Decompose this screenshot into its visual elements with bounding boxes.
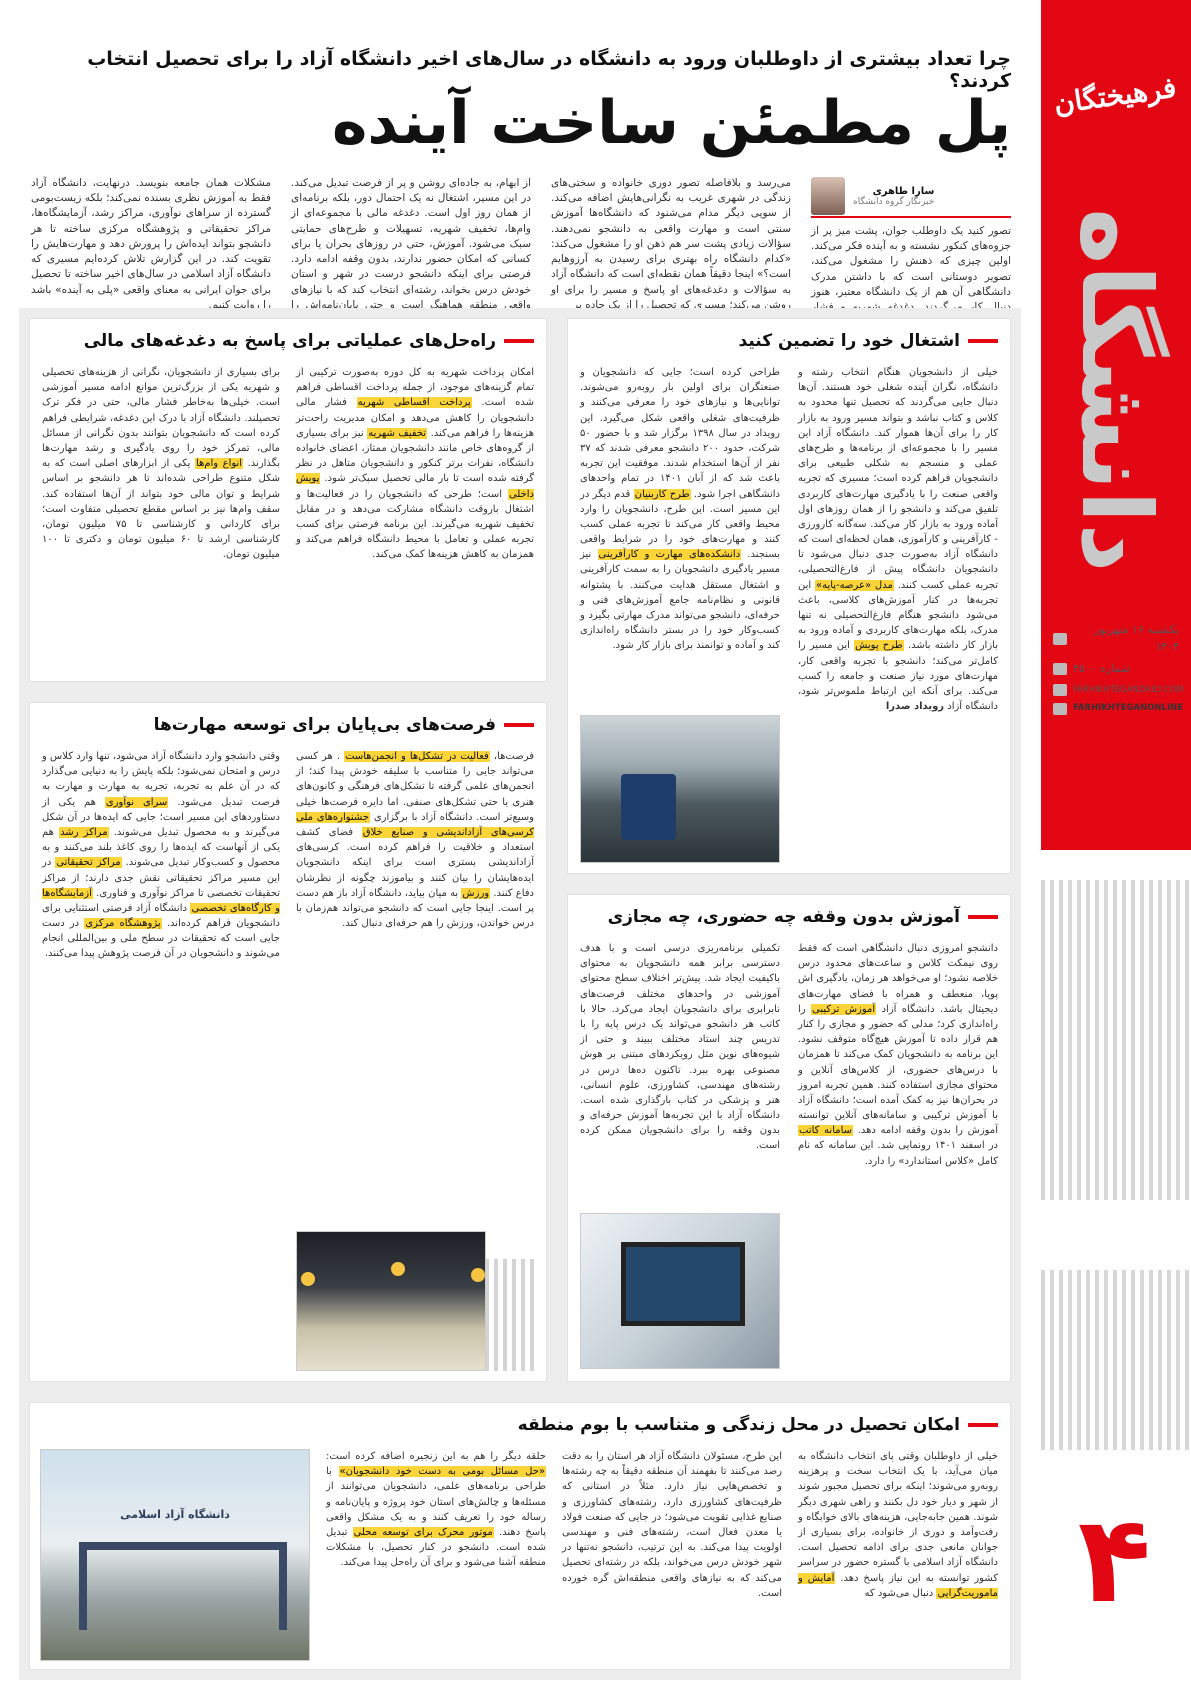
- lab-photo: [296, 1231, 486, 1371]
- decorative-hatch: [1041, 1270, 1191, 1450]
- author-name: سارا طاهری: [872, 185, 935, 197]
- title-bar: [968, 1423, 998, 1427]
- highlight: مراکز تحقیقاتی: [56, 857, 121, 869]
- section-title: فرصت‌های بی‌پایان برای توسعه مهارت‌ها: [153, 715, 496, 735]
- section-skills: [29, 702, 547, 1382]
- highlight: آموزش ترکیبی: [812, 1003, 876, 1015]
- social-handle[interactable]: FARHIKHTEGANONLINE: [1073, 703, 1184, 714]
- globe-icon: [1053, 684, 1067, 696]
- section-online: [567, 894, 1011, 1382]
- body-column: طراحی کرده است؛ جایی که دانشجویان و صنعتگران برای اولین بار روبه‌رو می‌شوند. توانایی‌ها و نیازهای خود را معرفی می‌کنند و ظرفیت‌های شغلی واقعی شکل می‌گیرد. این رویداد در سال ۱۳۹۸ برگزار شد و با حضور ۵۰ شرکت، حدود ۲۰۰ دانشجو معرفی شدند که ۳۷ نفر از آن‌ها استخدام شدند. موفقیت این تجربه باعث شد که از آبان ۱۴۰۱ در تمام واحدهای دانشگاهی اجرا شود. طرح کاربنیان قدم دیگر در این مسیر است. این طرح، دانشجویان را وارد محیط واقعی کار می‌کند تا تجربه عملی کسب کنند و مهارت‌های خود را در شرایط واقعی بسنجند. دانشکده‌های مهارت و کارآفرینی نیز مسیر یادگیری دانشجویان را به سمت کارآفرینی و اشتغال مستقل هدایت می‌کنند. با پشتوانه قانونی و نظام‌نامه جامع آموزش‌های فنی و حرفه‌ای، دانشجو می‌تواند مدرک مهارتی بگیرد و کسب‌وکار خود را در بستر دانشگاه راه‌اندازی کند و آماده و توانمند برای بازار کار شود.: [580, 367, 780, 652]
- brand-block: [1041, 0, 1191, 850]
- body-column: امکان پرداخت شهریه به کل دوره به‌صورت ترکیبی از تمام گزینه‌های موجود، از جمله پرداخت اقساطی فراهم شده است. پرداخت اقساطی شهریه فشار مالی دانشجویان را کاهش می‌دهد و امکان مدیریت راحت‌تر هزینه‌ها را فراهم می‌کند. تخفیف شهریه نیز برای بسیاری از گروه‌های خاص مانند دانشجویان ممتاز، اعضای خانواده دانشگاه، نفرات برتر کنکور و دانشجویان متاهل در نظر گرفته شده است تا بار مالی تحصیل سبک‌تر شود. پویش داخلی است؛ طرحی که دانشجویان را در فعالیت‌ها و اشتغال باروقت دانشگاه مشارکت می‌دهد و در مقابل تخفیف شهریه می‌گیرند. این برنامه فرصتی برای کسب تجربه عملی و تعامل با محیط دانشگاه فراهم می‌کند و همزمان به کاهش هزینه‌ها کمک می‌کند.: [296, 367, 535, 561]
- section-regional: [29, 1402, 1011, 1670]
- intro-paragraph: تصور کنید یک داوطلب جوان، پشت میز پر از جزوه‌های کنکور نشسته و به آینده فکر می‌کند. اولین چیزی که ذهنش را مشغول می‌کند، تصویر دوستانی است که با داشتن مدرک دانشگاهی آن هم از یک دانشگاه معتبر، هنوز دنبال کار می‌گردند. دغدغه شهریه و فشار: [811, 225, 1011, 314]
- highlight: تخفیف شهریه: [368, 427, 427, 439]
- issue-date: یکشنبه ۱۶ شهریور ۱۴۰۴: [1094, 623, 1179, 653]
- highlight: آزمایشگاه‌ها و کارگاه‌های تخصصی: [42, 887, 280, 914]
- issue-details: [1053, 622, 1184, 715]
- highlight: آمایش و ماموریت‌گرایی: [798, 1572, 998, 1599]
- intro: [31, 176, 1011, 314]
- brand-logo: فرهیختگان: [1051, 70, 1179, 120]
- highlight: مدل «عرصه-پایه»: [815, 579, 893, 591]
- highlight: طرح کاربنیان: [634, 488, 690, 500]
- intro-paragraph: از ابهام، به جاده‌ای روشن و پر از فرصت تبدیل می‌کند. در این مسیر، اشتغال نه یک احتمال دور، بلکه برنامه‌ای از همان روز اول است. دغدغه مالی با مجموعه‌ای از وام‌ها، تخفیف شهریه، تسهیلات و طرح‌های حمایتی سبک می‌شود. آموزش، حتی در روزهای بحران یا برای کسانی که امکان حضور ندارند، بدون وقفه ادامه دارد. فرصتی برای اینکه دانشجو درست در شهر و استان خودش درس بخواند، رشته‌ای انتخاب کند که با نیازهای واقعی منطقه هماهنگ است و حتی پایان‌نامه‌اش را: [291, 177, 531, 311]
- body-column: برای بسیاری از دانشجویان، نگرانی از هزینه‌های تحصیلی و شهریه یکی از بزرگ‌ترین موانع ادامه مسیر آموزشی است. خیلی‌ها به‌خاطر فشار مالی، حتی در فکر ترک تحصیلند. دانشگاه آزاد با درک این دغدغه، شرایطی فراهم کرده است که دانشجویان بتوانند بدون نگرانی از مسائل مالی، تمرکز خود را روی یادگیری و رشد مهارت‌ها بگذارند. انواع وام‌ها یکی از ابزارهای اصلی است که به شکل متنوع طراحی شده‌اند تا هر دانشجو بر اساس شرایط و توان مالی خود بتواند از آن‌ها استفاده کند. سقف وام‌ها نیز بر اساس مقطع تحصیلی متفاوت است؛ برای کاردانی و کارشناسی تا ۷۵ میلیون تومان، کارشناسی ارشد تا ۶۰ میلیون تومان و دکتری تا ۱۰۰ میلیون تومان.: [42, 367, 280, 561]
- highlight: موتور محرک برای توسعه محلی: [353, 1526, 493, 1538]
- highlight: پژوهشگاه مرکزی: [85, 918, 161, 930]
- highlight: پویش داخلی: [296, 473, 534, 500]
- body-column: حلقه دیگر را هم به این زنجیره اضافه کرده است: «حل مسائل بومی به دست خود دانشجویان» با طراحی برنامه‌های علمی، دانشجویان می‌توانند از مسئله‌ها و چالش‌های استان خود پروژه و پایان‌نامه و رساله خود را تعریف کنند و به یک مشکل واقعی پاسخ دهند. موتور محرک برای توسعه محلی تبدیل شده است. دانشجو در کنار تحصیل، با مشکلات منطقه آشنا می‌شود و برای آن راه‌حل پیدا می‌کند.: [326, 1451, 547, 1569]
- title-bar: [504, 339, 534, 343]
- intro-paragraph: می‌رسد و بلافاصله تصور دوری خانواده و سختی‌های زندگی در شهری غریب به نگرانی‌هایش اضافه می‌کند. از سویی دیگر مدام می‌شنود که دانشگاه‌ها آموزش سنتی است و مهارت واقعی به دانشجو نمی‌دهند. سؤالات زیادی پشت سر هم ذهن او را مشغول می‌کند: «کدام دانشگاه راه بهتری برای رسیدن به آرزوهایم است؟» اینجا دقیقاً همان نقطه‌ای است که دانشگاه آزاد به سؤالات و دغدغه‌های او پاسخ و مسیر را برای او روشن می‌کند؛ مسیری که تحصیل را از یک جاده پر: [551, 177, 791, 311]
- body-column: خیلی از دانشجویان هنگام انتخاب رشته و دانشگاه، نگران آینده شغلی خود هستند. آن‌ها دنبال جایی می‌گردند که تحصیل تنها محدود به کلاس و کتاب نباشد و بتواند مسیر ورود به بازار کار را برای آن‌ها هموار کند. دانشگاه آزاد این مسیر را با مجموعه‌ای از برنامه‌ها و طرح‌های عملی و منسجم به شکلی طبیعی برای دانشجویان فراهم کرده است؛ مسیری که تجربه واقعی صنعت را با یادگیری مهارت‌های کاربردی تلفیق می‌کند و دانشجو را از همان روزهای اول آماده ورود به بازار کار می‌کند. سه‌گانه کارورزی - کارآفرینی و کارآموزی، همان لحظه‌ای است که دانشگاه آزاد به‌صورت جدی دنبال می‌شود تا دانشجویان دانشگاه پیش از فارغ‌التحصیلی، تجربه عملی کسب کنند. مدل «عرصه-پایه» این تجربه‌ها در کنار آموزش‌های کلاسی، باعث می‌شود دانشجو هنگام فارغ‌التحصیلی نه تنها مدرک، بلکه مهارت‌های کاربردی و آماده ورود به بازار کار داشته باشد. طرح پویش این مسیر را کامل‌تر می‌کند؛ دانشجو با تجربه واقعی کار، مهارت‌های مورد نیاز صنعت و جامعه را کسب می‌کند. برای آنکه این ارتباط ملموس‌تر شود، دانشگاه آزاد رویداد صدرا: [798, 367, 998, 713]
- highlight: سامانه کاتب: [799, 1125, 853, 1137]
- title-bar: [968, 339, 998, 343]
- highlight: طرح پویش: [855, 640, 903, 652]
- page-number: ۴: [1077, 1491, 1151, 1630]
- author-byline: [811, 176, 1011, 218]
- headline: پل مطمئن ساخت آینده: [331, 88, 1011, 158]
- calendar-icon: [1053, 633, 1067, 645]
- highlight: جشنواره‌های ملی کرسی‌های آزاداندیشی و صنایع خلاق: [296, 811, 534, 838]
- gate-sign: دانشگاه آزاد اسلامی: [120, 1508, 230, 1521]
- kicker: چرا تعداد بیشتری از داوطلبان ورود به دانشگاه در سال‌های اخیر دانشگاه آزاد را برای تحصیل انتخاب کردند؟: [87, 48, 1011, 92]
- highlight: فعالیت در تشکل‌ها و انجمن‌هاست: [345, 751, 489, 762]
- section-title: امکان تحصیل در محل زندگی و متناسب با بوم منطقه: [517, 1415, 960, 1435]
- issue-number: شماره ۴۵۰۰: [1073, 662, 1131, 675]
- website[interactable]: FARHIKHTEGANDAILY.COM: [1073, 684, 1184, 695]
- section-title: آموزش بدون وقفه چه حضوری، چه مجازی: [607, 907, 960, 927]
- body-column: خیلی از داوطلبان وقتی پای انتخاب دانشگاه به میان می‌آید، با یک انتخاب سخت و پرهزینه روبه‌رو می‌شوند؛ اینکه برای تحصیل مجبور شوند از شهر و دیار خود دل بکنند و راهی شهری دیگر شوند. همین جابه‌جایی، هزینه‌های بالای خوابگاه و رفت‌وآمد و دوری از خانواده، برای بسیاری از جوانان مانعی جدی برای ادامه تحصیل است. دانشگاه آزاد اسلامی با گستره حضور در سراسر کشور توانسته به این نیاز پاسخ دهد. آمایش و ماموریت‌گرایی دنبال می‌شود که: [798, 1451, 998, 1599]
- section-employment: [567, 318, 1011, 874]
- highlight: «حل مسائل بومی به دست خود دانشجویان»: [339, 1466, 545, 1478]
- highlight: ورزش: [462, 887, 490, 899]
- university-gate-photo: [40, 1449, 310, 1661]
- sidebar: [1041, 0, 1191, 1700]
- highlight: دانشکده‌های مهارت و کارآفرینی: [598, 549, 741, 561]
- section-title: اشتغال خود را تضمین کنید: [738, 331, 960, 351]
- intro-paragraph: مشکلات همان جامعه بنویسد. درنهایت، دانشگاه آزاد فقط به آموزش نظری بسنده نمی‌کند؛ بلکه زیست‌بومی گسترده از سراهای نوآوری، مراکز رشد، آزمایشگاه‌ها، مراکز تحقیقاتی و پژوهشگاه مرکزی ساخته تا هر دانشجو بتواند ایده‌اش را پرورش دهد و مهارت‌هایش را تقویت کند. در این گزارش تلاش کرده‌ایم مسیری که دانشگاه آزاد اسلامی در سال‌های اخیر ساخته تا تحصیل برای جوان ایرانی به معنای واقعی «پلی به آینده» باشد را روایت کنیم.: [31, 177, 271, 311]
- body-column: تکمیلی برنامه‌ریزی درسی است و با هدف دسترسی برابر همه دانشجویان به محتوای باکیفیت ایجاد شد. پیش‌تر اختلاف سطح محتوای آموزشی در واحدهای مختلف فرصت‌های نابرابری برای دانشجویان ایجاد می‌کرد. حالا با کاتب هر دانشجو می‌تواند یک درس پایه را با تدریس چند استاد مختلف ببیند و حتی از شیوه‌های نوین مثل رویکردهای مبتنی بر هوش مصنوعی بهره ببرد. تاکنون ده‌ها درس در رشته‌های مهندسی، کشاورزی، علوم انسانی، هنر و پزشکی در کتاب بارگذاری شده است. دانشگاه آزاد با این تجربه‌ها آموزش حرفه‌ای و بدون وقفه را برای دانشجویان ممکن کرده است.: [580, 943, 780, 1152]
- body-column: وقتی دانشجو وارد دانشگاه آزاد می‌شود، تنها وارد کلاس و درس و امتحان نمی‌شود؛ بلکه پایش را به دنیایی می‌گذارد که در آن علم به تجربه، تجربه به مهارت و مهارت به فرصت تبدیل می‌شود. سرای نوآوری هم یکی از دستاوردهای این مسیر است؛ جایی که ایده‌ها در آن شکل می‌گیرند و به محصول تبدیل می‌شوند. مراکز رشد هم یکی از آنهاست که ایده‌ها را روی کاغذ بلند می‌کنند و به محصول و کسب‌وکار تبدیل می‌شوند. مراکز تحقیقاتی در این مسیر مراکز تحقیقاتی نقش جدی دارند؛ از مراکز تحقیقات تخصصی تا مراکز نوآوری و فناوری. آزمایشگاه‌ها و کارگاه‌های تخصصی دانشگاه آزاد فرصتی استثنایی برای دانشجویان فراهم کرده‌اند. پژوهشگاه مرکزی در دست جایی است که تحقیقات در سطح ملی و بین‌المللی انجام می‌شوند و دانشجویان در آن فرصت پژوهش پیدا می‌کنند.: [42, 751, 281, 960]
- body-column: این طرح، مسئولان دانشگاه آزاد هر استان را به دقت رصد می‌کنند تا بفهمند آن منطقه دقیقاً به چه رشته‌ها و تخصص‌هایی نیاز دارد. مثلاً در استانی که ظرفیت‌های کشاورزی دارد، رشته‌های کشاورزی و صنایع غذایی تقویت می‌شود؛ در جایی که صنعت فولاد یا معدن فعال است، رشته‌های فنی و مهندسی اولویت پیدا می‌کند. به این ترتیب، دانشجو نه‌تنها در شهر خودش درس می‌خواند، بلکه در رشته‌ای تحصیل می‌کند که به نیازهای واقعی منطقه‌اش گره خورده است.: [562, 1451, 782, 1599]
- workshop-photo: [580, 715, 780, 863]
- highlight: مراکز رشد: [60, 826, 108, 838]
- body-column: دانشجو امروزی دنبال دانشگاهی است که فقط روی نیمکت کلاس و ساعت‌های محدود درس خلاصه نشود؛ او می‌خواهد هر زمان، یادگیری اش پویا، منعطف و همراه با فضای مهارت‌های دیجیتال باشد. دانشگاه آزاد آموزش ترکیبی را راه‌اندازی کرد؛ مدلی که حضور و مجازی را کنار هم قرار داده تا آموزش هیچ‌گاه متوقف نشود. این برنامه به دانشجویان کمک می‌کند تا همزمان با درس‌های حضوری، از کلاس‌های آنلاین و محتوای مجازی استفاده کنند. همین تجربه امروز در بحران‌ها نیز به کمک آمده است؛ دانشگاه آزاد با آموزش ترکیبی و سامانه‌های آنلاین توانسته آموزش را بدون وقفه ادامه دهد. سامانه کاتب در اسفند ۱۴۰۱ رونمایی شد. این سامانه که نام کامل «کلاس استاندارد» را دارد.: [798, 943, 999, 1167]
- title-bar: [504, 723, 534, 727]
- highlight: پرداخت اقساطی شهریه: [357, 397, 471, 409]
- highlight: انواع وام‌ها: [195, 458, 243, 470]
- section-financial: [29, 318, 547, 682]
- highlight: سرای نوآوری: [105, 796, 168, 808]
- instagram-icon: [1053, 703, 1067, 715]
- section-name: دانشگاه: [1060, 207, 1172, 573]
- laptop-photo: [580, 1213, 780, 1369]
- body-column: فرصت‌ها، فعالیت در تشکل‌ها و انجمن‌هاست . هر کسی می‌تواند جایی را متناسب با سلیقه خودش پیدا کند؛ از انجمن‌های علمی گرفته تا تشکل‌های فرهنگی و کانون‌های هنری یا حتی تشکل‌های صنفی. اما دایره فرصت‌ها خیلی وسیع‌تر است. دانشگاه آزاد با برگزاری جشنواره‌های ملی کرسی‌های آزاداندیشی و صنایع خلاق فضای کشف استعداد و خلاقیت را فراهم کرده است. کرسی‌های آزاداندیشی بستری است برای اینکه دانشجویان ایده‌هایشان را بیان کنند و بیاموزند چگونه از نظرشان دفاع کنند. ورزش به میان بیاید، دانشگاه آزاد باز هم دست پر است. اینجا جایی است که دانشجو می‌تواند هم‌زمان با درس خواندن، ورزش را هم حرفه‌ای دنبال کند.: [296, 751, 535, 930]
- newspaper-icon: [1053, 663, 1067, 675]
- section-title: راه‌حل‌های عملیاتی برای پاسخ به دغدغه‌های مالی: [83, 331, 496, 351]
- decorative-hatch: [1041, 880, 1191, 1200]
- author-role: خبرنگار گروه دانشگاه: [853, 196, 935, 207]
- title-bar: [968, 915, 998, 919]
- author-photo: [811, 177, 845, 215]
